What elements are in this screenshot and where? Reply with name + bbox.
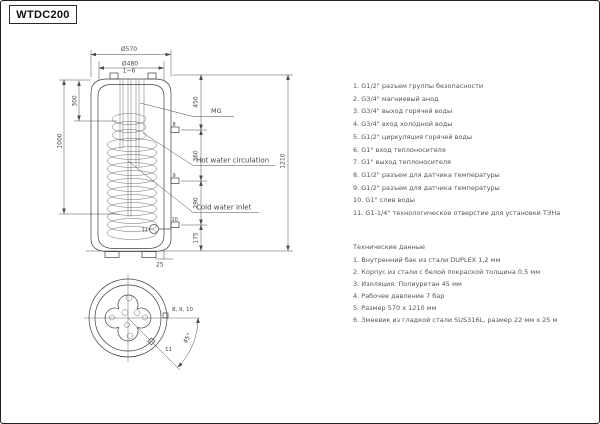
- connection-item: 2. G3/4" магниевый анод: [353, 94, 439, 103]
- connection-item: 8. G1/2" разъем для датчика температуры: [353, 170, 500, 179]
- label-mg-anode: MG: [211, 107, 222, 115]
- model-title: WTDC200: [16, 8, 70, 21]
- label-cold-water-inlet: Cold water inlet: [196, 203, 252, 212]
- top-view: [84, 274, 200, 370]
- connection-item: 10. G1" слив воды: [353, 196, 415, 205]
- callout-10: 10: [171, 217, 178, 223]
- technical-data-item: 4. Рабочее давление 7 бар: [353, 292, 445, 301]
- dim-300: 300: [71, 95, 79, 107]
- callout-8: 8: [172, 122, 176, 128]
- connection-item: 11. G1-1/4" технологическое отверстие для установки ТЭНа: [353, 209, 561, 218]
- dim-360: 360: [192, 150, 200, 162]
- technical-data-item: 5. Размер 570 х 1210 мм: [353, 304, 437, 313]
- label-top-ports: 1~6: [122, 67, 136, 75]
- callout-11: 11: [141, 227, 148, 234]
- dim-290: 290: [192, 197, 200, 209]
- front-view: [57, 46, 294, 269]
- technical-data-header: Технические данные: [353, 243, 426, 251]
- connection-item: 7. G1" выход теплоносителя: [353, 158, 451, 167]
- technical-data-item: 2. Корпус из стали с белой покраской толщина 0,5 мм: [353, 268, 541, 277]
- connection-item: 3. G3/4" выход горячей воды: [353, 107, 453, 116]
- label-side-ports: 8, 9, 10: [172, 307, 193, 313]
- top-pipes: [120, 79, 144, 217]
- heating-coil: [107, 114, 157, 240]
- connection-item: 5. G1/2" циркуляция горячей воды: [353, 132, 473, 141]
- technical-data-item: 6. Змеевик из гладкой стали SUS316L, размер 22 мм х 25 м: [353, 316, 558, 325]
- dim-d480: Ø480: [121, 60, 139, 68]
- dim-25: 25: [156, 261, 164, 269]
- label-hot-water-circulation: Hot water circulation: [196, 156, 270, 165]
- technical-data: [353, 241, 557, 327]
- connection-item: 4. G3/4" вход холодной воды: [353, 120, 453, 129]
- dim-1000: 1000: [56, 133, 64, 149]
- dim-45deg: 45°: [182, 331, 194, 345]
- connection-item: 9. G1/2" разъем для датчика температуры: [353, 183, 500, 192]
- dim-450: 450: [192, 96, 200, 108]
- label-heater-port: 11: [165, 347, 172, 353]
- dim-1210: 1210: [279, 153, 287, 169]
- top-view-ports: [110, 295, 148, 339]
- technical-data-item: 3. Изоляция. Полиуретан 45 мм: [353, 280, 462, 289]
- technical-data-item: 1. Внутренний бак из стали DUPLEX 1,2 мм: [353, 256, 501, 264]
- callout-9: 9: [172, 173, 176, 179]
- dim-d570: Ø570: [120, 46, 138, 53]
- top-view-centerlines: [84, 274, 200, 362]
- connections-list: [353, 80, 560, 220]
- dim-175: 175: [192, 232, 200, 244]
- connection-item: 6. G1" вход теплоносителя: [353, 145, 446, 154]
- connection-item: 1. G1/2" разъем группы безопасности: [353, 82, 484, 90]
